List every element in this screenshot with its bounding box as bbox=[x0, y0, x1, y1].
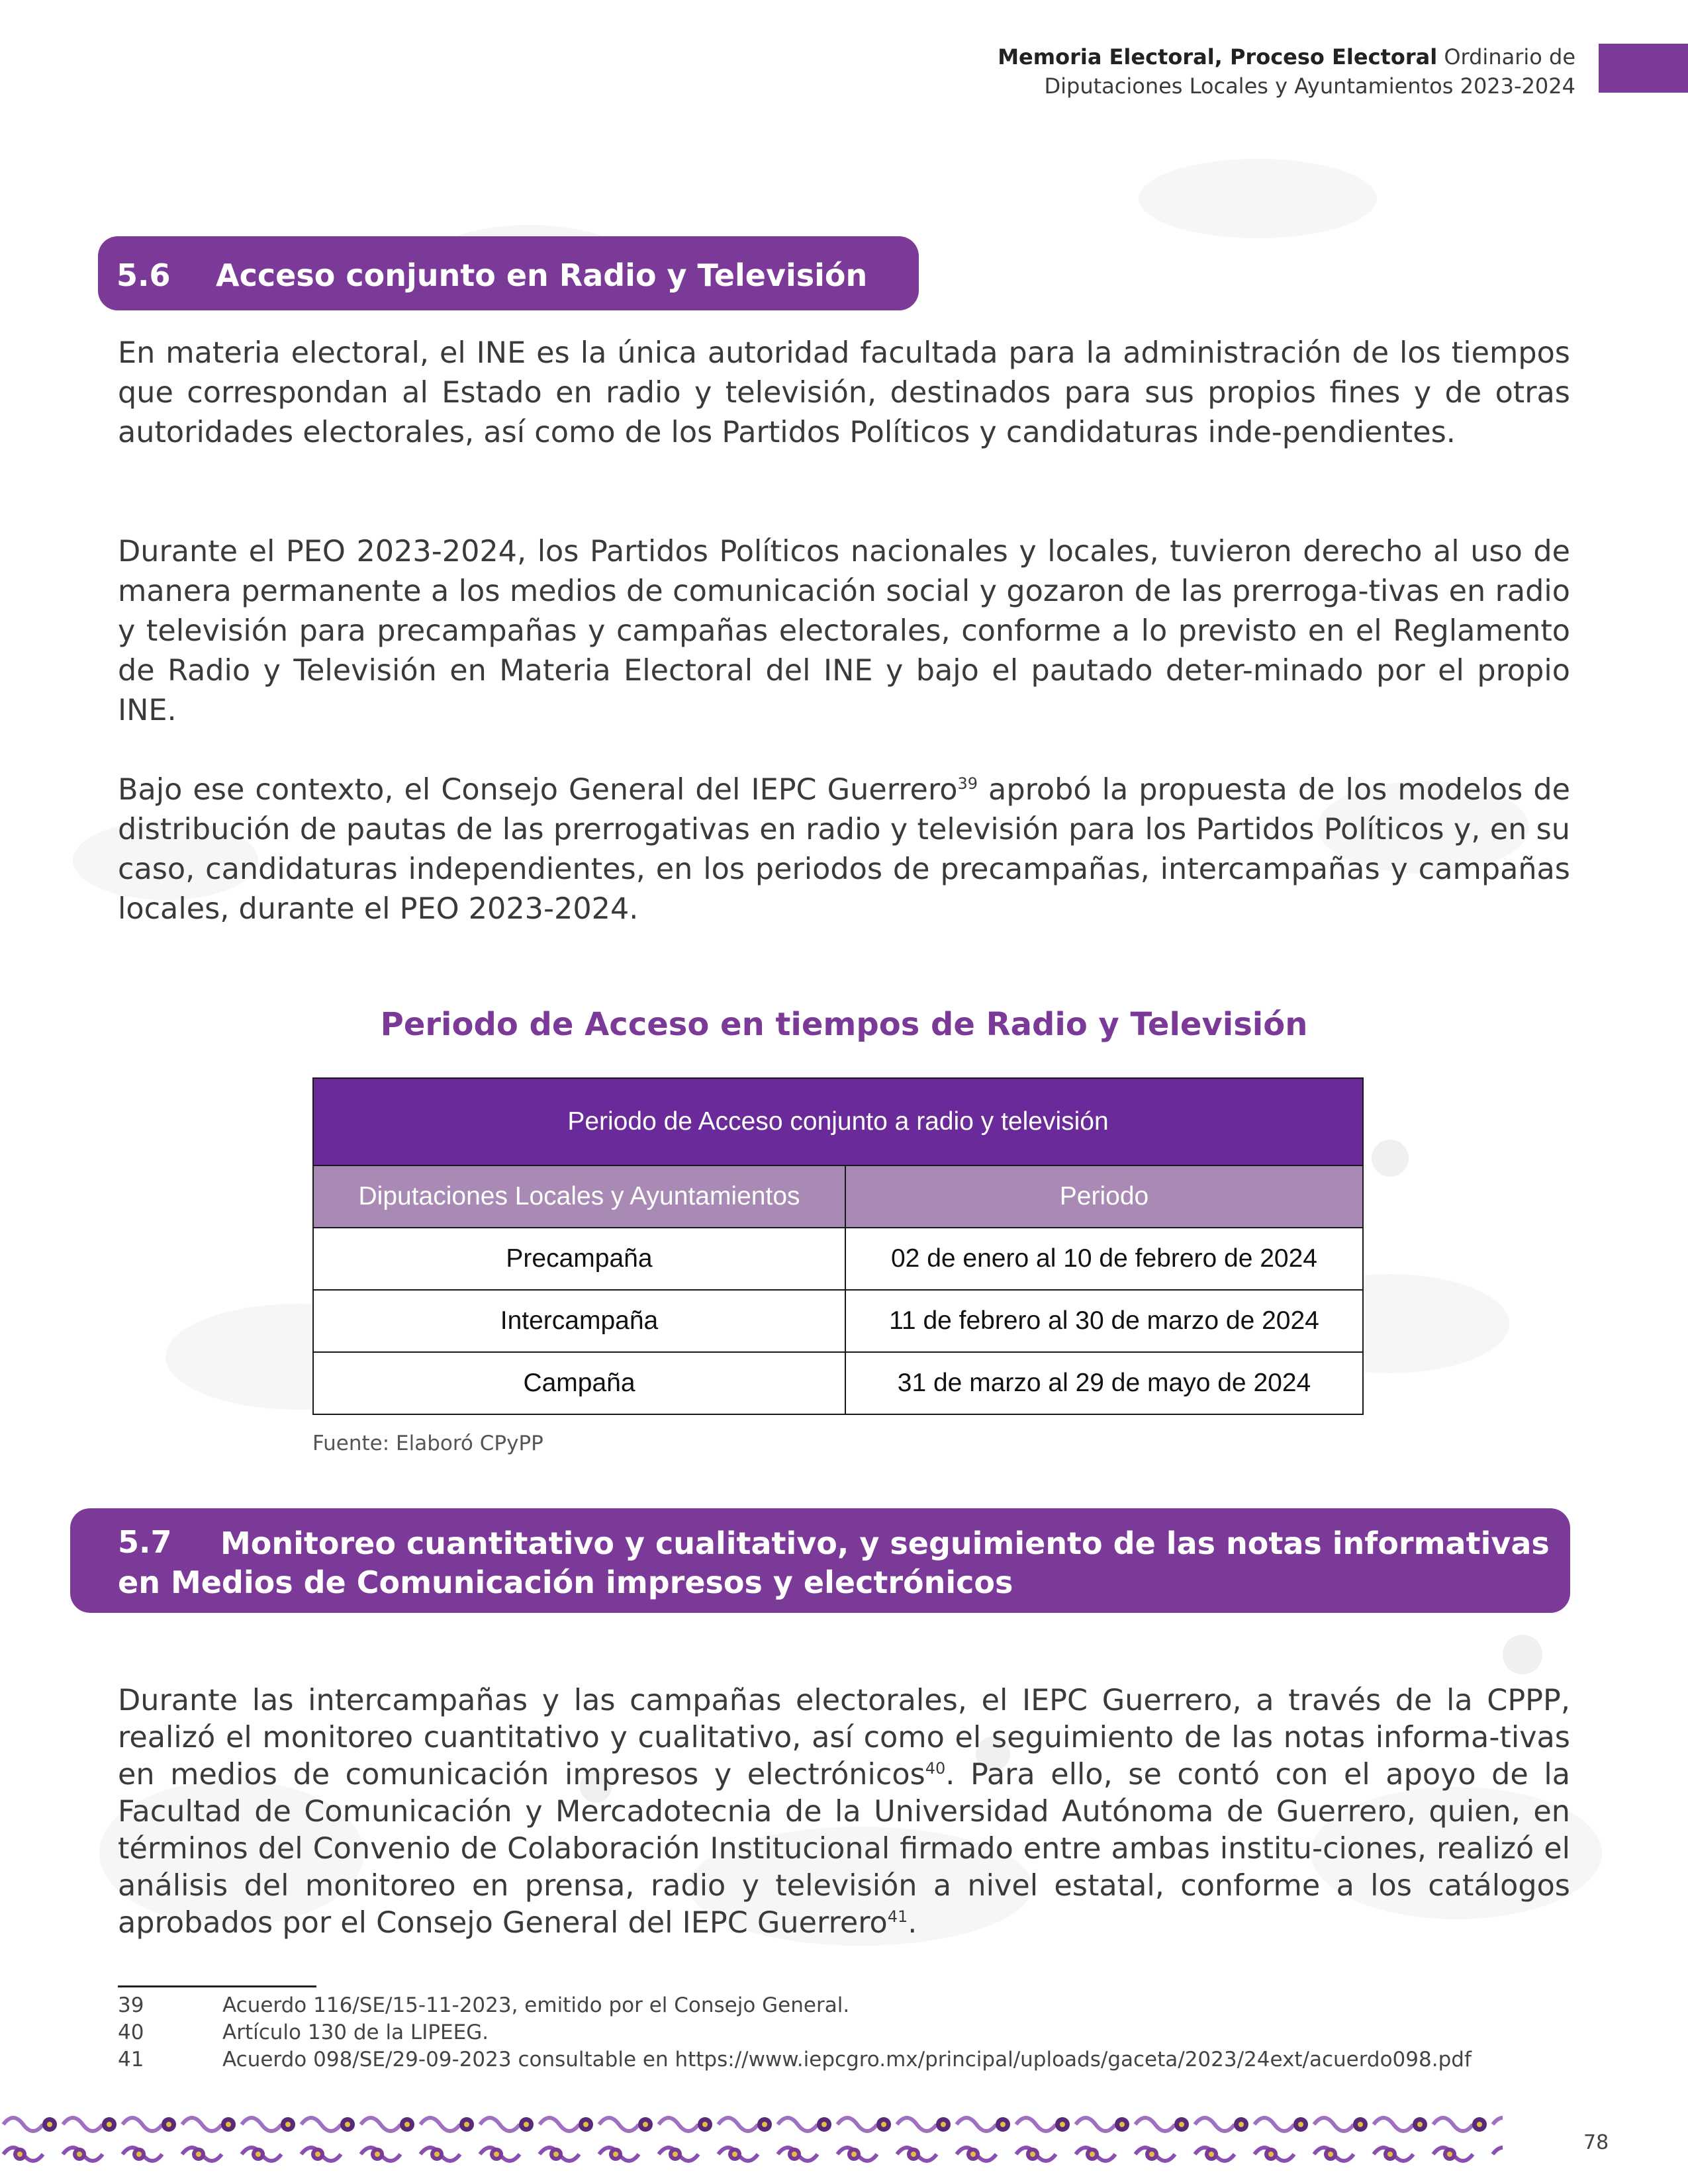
section-heading-5-7 bbox=[70, 1508, 1570, 1613]
footnote-ref: 40 bbox=[925, 1759, 946, 1778]
table-row bbox=[313, 1290, 1363, 1352]
table-title: Periodo de Acceso en tiempos de Radio y Televisión bbox=[380, 1006, 1308, 1043]
footnote-ref: 41 bbox=[887, 1907, 908, 1927]
footnote-ref: 39 bbox=[957, 774, 978, 794]
footnote: 41 Acuerdo 098/SE/29-09-2023 consultable en https://www.iepcgro.mx/principal/uploads/gaceta/2023/24ext/acuerdo098.pdf bbox=[118, 2048, 1472, 2071]
section-title: Monitoreo cuantitativo y cualitativo, y seguimiento de las notas informativas en Medios de Comunicación impresos y electrónicos bbox=[118, 1525, 1550, 1600]
section-heading-5-6 bbox=[98, 236, 919, 310]
access-period-table bbox=[312, 1077, 1364, 1415]
running-header bbox=[649, 42, 1575, 101]
table-row bbox=[313, 1228, 1363, 1290]
table-cell-stage: Intercampaña bbox=[313, 1290, 845, 1352]
header-color-tab bbox=[1599, 44, 1688, 93]
paragraph: Bajo ese contexto, el Consejo General del IEPC Guerrero$^{39}$ aprobó la propuesta de los modelos de distribución de pautas de las prerrogativas en radio y televisión para los Partidos Políticos y, en su caso, candidaturas independientes, en los periodos de precampañas, intercampañas y campañas locales, durante el PEO 2023-2024. bbox=[118, 773, 1570, 926]
section-title: Acceso conjunto en Radio y Televisión bbox=[216, 257, 868, 293]
column-header-period: Periodo bbox=[845, 1165, 1363, 1228]
table-cell-period: 11 de febrero al 30 de marzo de 2024 bbox=[845, 1290, 1363, 1352]
table-row bbox=[313, 1352, 1363, 1414]
footnote-divider bbox=[118, 1985, 316, 1987]
table-source: Fuente: Elaboró CPyPP bbox=[312, 1432, 543, 1455]
table-cell-period: 02 de enero al 10 de febrero de 2024 bbox=[845, 1228, 1363, 1290]
page-number: 78 bbox=[1583, 2131, 1609, 2154]
header-subtitle: Diputaciones Locales y Ayuntamientos 2023-2024 bbox=[1044, 73, 1575, 99]
table-header: Periodo de Acceso conjunto a radio y televisión bbox=[313, 1078, 1363, 1165]
paragraph: En materia electoral, el INE es la única autoridad facultada para la administración de los tiempos que correspondan al Estado en radio y televisión, destinados para sus propios fines y de otras autoridades electorales, así como de los Partidos Políticos y candidaturas inde-pendientes. bbox=[118, 336, 1570, 449]
paragraph: Durante el PEO 2023-2024, los Partidos Políticos nacionales y locales, tuvieron derecho al uso de manera permanente a los medios de comunicación social y gozaron de las prerroga-tivas en radio y televisión para precampañas y campañas electorales, conforme a lo previsto en el Reglamento de Radio y Televisión en Materia Electoral del INE y bajo el pautado deter-minado por el propio INE. bbox=[118, 535, 1570, 727]
embroidery-border-decoration bbox=[0, 2105, 1503, 2171]
footnote: 40 Artículo 130 de la LIPEEG. bbox=[118, 2021, 489, 2044]
header-title-rest: Ordinario de bbox=[1437, 44, 1575, 69]
footnotes bbox=[118, 1992, 1574, 2073]
paragraph: Durante las intercampañas y las campañas electorales, el IEPC Guerrero, a través de la CPPP, realizó el monitoreo cuantitativo y cualitativo, así como el seguimiento de las notas informa-tivas en medios de comunicación impresos y electrónicos$^{40}$. Para ello, se contó con el apoyo de la Facultad de Comunicación y Mercadotecnia de la Universidad Autónoma de Guerrero, quien, en términos del Convenio de Colaboración Institucional firmado entre ambas institu-ciones, realizó el análisis del monitoreo en prensa, radio y televisión a nivel estatal, conforme a los catálogos aprobados por el Consejo General del IEPC Guerrero$^{41}$. bbox=[118, 1684, 1570, 1940]
table-cell-stage: Campaña bbox=[313, 1352, 845, 1414]
footnote: 39 Acuerdo 116/SE/15-11-2023, emitido por el Consejo General. bbox=[118, 1993, 850, 2017]
table-cell-period: 31 de marzo al 29 de mayo de 2024 bbox=[845, 1352, 1363, 1414]
table-cell-stage: Precampaña bbox=[313, 1228, 845, 1290]
header-title-bold: Memoria Electoral, Proceso Electoral bbox=[998, 44, 1438, 69]
section-number: 5.7 bbox=[118, 1524, 172, 1560]
section-number: 5.6 bbox=[117, 257, 171, 293]
column-header-chamber: Diputaciones Locales y Ayuntamientos bbox=[313, 1165, 845, 1228]
